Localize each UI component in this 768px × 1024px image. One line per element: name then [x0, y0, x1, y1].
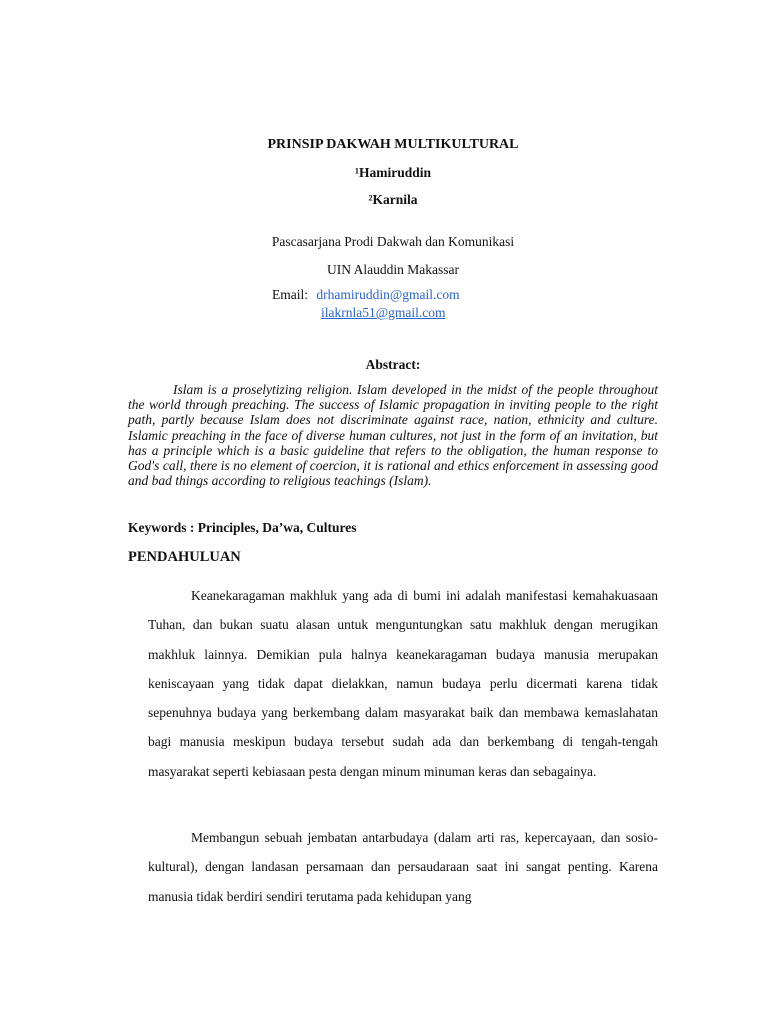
affiliation: Pascasarjana Prodi Dakwah dan Komunikasi	[271, 234, 515, 249]
keywords: Keywords : Principles, Da’wa, Cultures	[128, 520, 357, 535]
section-heading: PENDAHULUAN	[128, 549, 241, 565]
paragraph-1: Keanekaragaman makhluk yang ada di bumi ini adalah manifestasi kemahakuasaan Tuhan, dan bukan suatu alasan untuk menguntungkan satu makhluk dengan merugikan makhluk lainnya. Demikian pula halnya keanekaragaman budaya manusia merupakan keniscayaan yang tidak dapat dielakkan, namun budaya perlu dicermati karena tidak sepenuhnya budaya yang berkembang dalam masyarakat baik dan membawa kemaslahatan bagi manusia meskipun budaya tersebut sudah ada dan berkembang di tengah-tengah masyarakat seperti kebiasaan pesta dengan minum minuman keras dan sebagainya.	[148, 588, 658, 779]
author-1: ¹Hamiruddin	[354, 165, 432, 180]
email-label: Email:	[272, 287, 308, 302]
author-2: ²Karnila	[368, 192, 418, 207]
paragraph-2: Membangun sebuah jembatan antarbudaya (dalam arti ras, kepercayaan, dan sosio-kultural), dengan landasan persamaan dan persaudaraan saat ini sangat penting. Karena manusia tidak berdiri sendiri terutama pada kehidupan yang	[148, 830, 658, 904]
email-link-2[interactable]: ilakrnla51@gmail.com	[321, 305, 446, 320]
university: UIN Alauddin Makassar	[327, 262, 459, 277]
abstract-text: Islam is a proselytizing religion. Islam developed in the midst of the people throughout the world through preaching. The success of Islamic propagation in inviting people to the right path, partly because Islam does not discriminate against race, nation, ethnicity and culture. Islamic preaching in the face of diverse human cultures, not just in the form of an invitation, but has a principle which is a basic guideline that refers to the obligation, the human response to God's call, there is no element of coercion, it is rational and ethics enforcement in assessing good and bad things according to religious teachings (Islam).	[128, 382, 658, 489]
email-row	[272, 287, 460, 303]
paper-title: PRINSIP DAKWAH MULTIKULTURAL	[267, 137, 519, 152]
email-link-1[interactable]: drhamiruddin@gmail.com	[316, 287, 460, 302]
abstract-heading: Abstract:	[365, 357, 421, 372]
